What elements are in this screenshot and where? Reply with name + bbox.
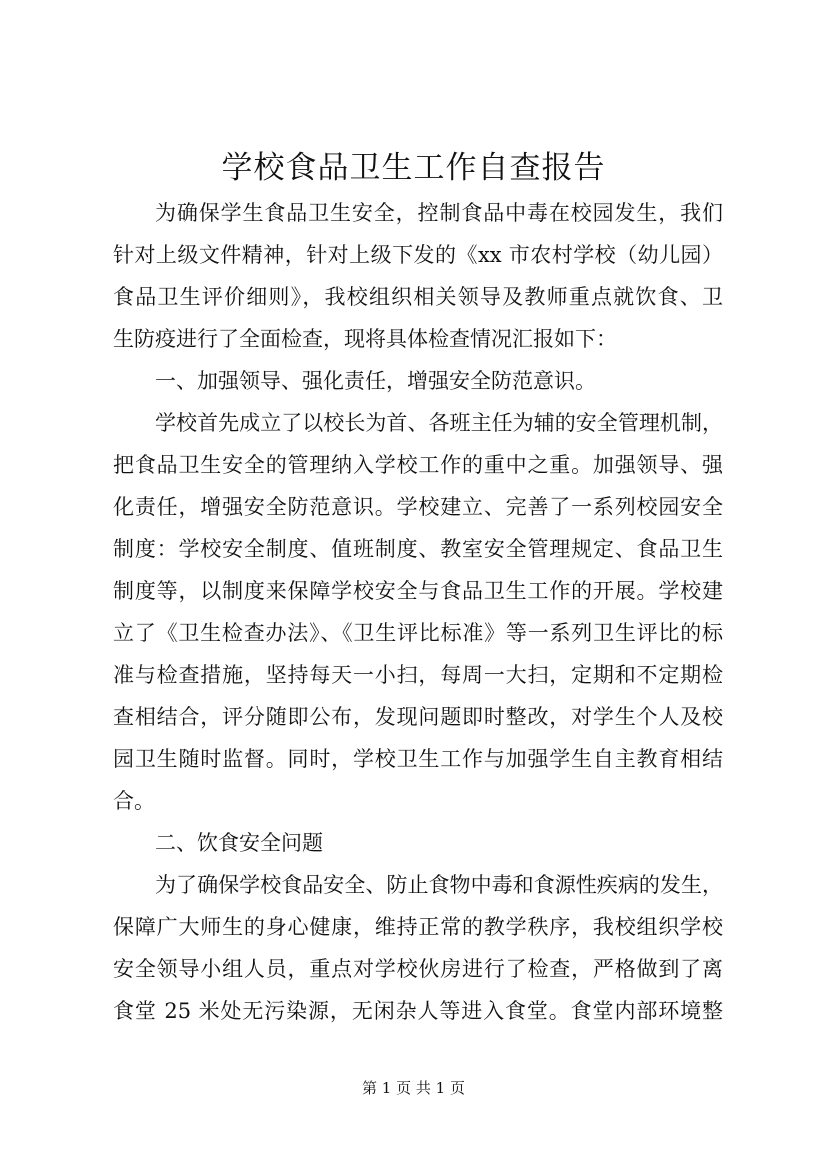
paragraph-line: 为了确保学校食品安全、防止食物中毒和食源性疾病的发生， [155, 873, 723, 897]
paragraph-line: 合。 [113, 789, 155, 813]
section-heading: 一、加强领导、强化责任，增强安全防范意识。 [155, 369, 596, 393]
paragraph-line: 为确保学生食品卫生安全，控制食品中毒在校园发生，我们 [155, 201, 723, 225]
paragraph-line: 安全领导小组人员，重点对学校伙房进行了检查，严格做到了离 [113, 957, 723, 981]
paragraph-line: 针对上级文件精神，针对上级下发的《xx 市农村学校（幼儿园） [113, 243, 723, 267]
paragraph-line: 制度：学校安全制度、值班制度、教室安全管理规定、食品卫生 [113, 537, 723, 561]
paragraph-line: 化责任，增强安全防范意识。学校建立、完善了一系列校园安全 [113, 495, 723, 519]
paragraph-line: 准与检查措施，坚持每天一小扫，每周一大扫，定期和不定期检 [113, 663, 723, 687]
document-title: 学校食品卫生工作自查报告 [221, 150, 606, 186]
paragraph-line: 查相结合，评分随即公布，发现问题即时整改，对学生个人及校 [113, 705, 723, 729]
paragraph-line: 保障广大师生的身心健康，维持正常的教学秩序，我校组织学校 [113, 915, 723, 939]
paragraph-line: 食堂 25 米处无污染源，无闲杂人等进入食堂。食堂内部环境整 [113, 999, 723, 1023]
paragraph-line: 立了《卫生检查办法》、《卫生评比标准》等一系列卫生评比的标 [113, 621, 723, 645]
paragraph-line: 学校首先成立了以校长为首、各班主任为辅的安全管理机制， [155, 411, 723, 435]
page-number-footer: 第 1 页 共 1 页 [362, 1079, 465, 1097]
paragraph-line: 食品卫生评价细则》，我校组织相关领导及教师重点就饮食、卫 [113, 285, 723, 309]
paragraph-line: 把食品卫生安全的管理纳入学校工作的重中之重。加强领导、强 [113, 453, 723, 477]
paragraph-line: 制度等，以制度来保障学校安全与食品卫生工作的开展。学校建 [113, 579, 723, 603]
paragraph-line: 生防疫进行了全面检查，现将具体检查情况汇报如下： [113, 327, 617, 351]
section-heading: 二、饮食安全问题 [155, 831, 323, 855]
paragraph-line: 园卫生随时监督。同时，学校卫生工作与加强学生自主教育相结 [113, 747, 723, 771]
